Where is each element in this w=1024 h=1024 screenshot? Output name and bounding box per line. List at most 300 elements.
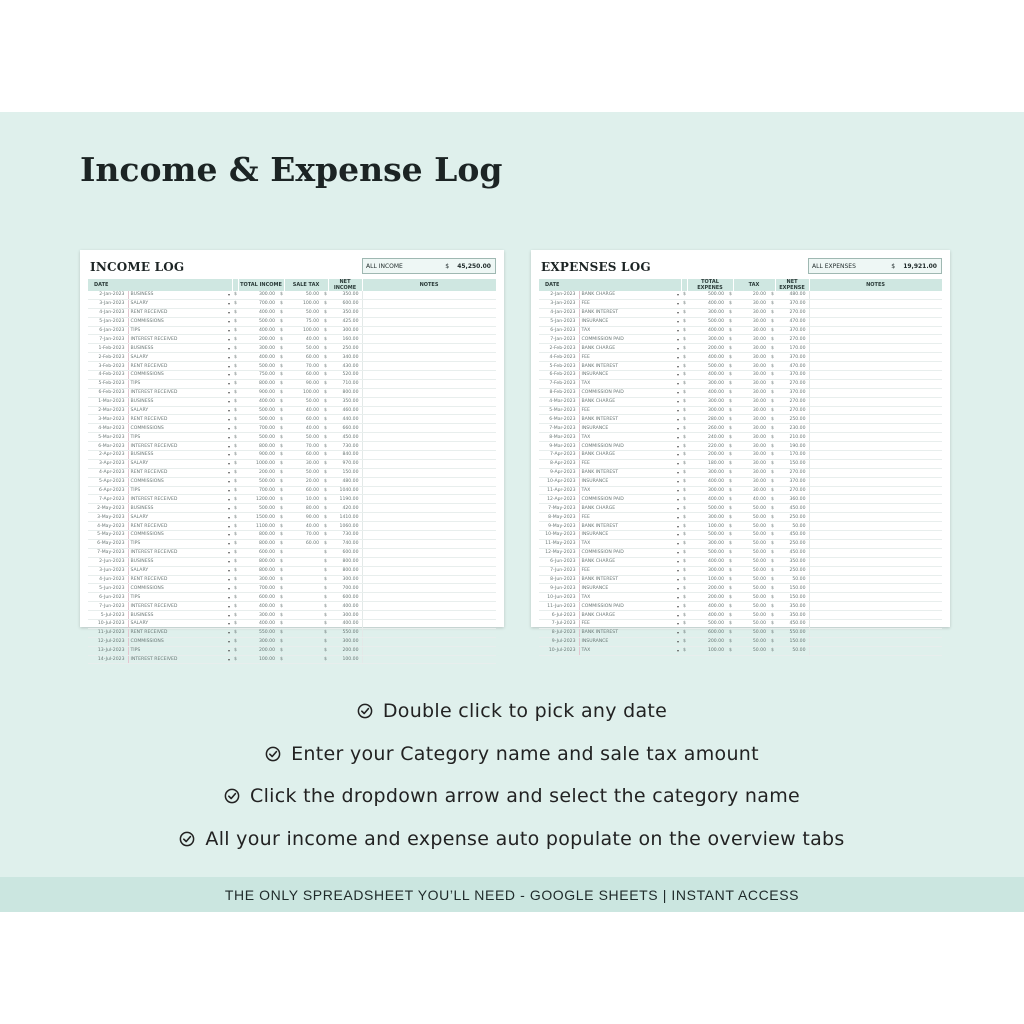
tax-cell[interactable]: 50.00 (284, 344, 322, 353)
tax-cell[interactable]: 40.00 (284, 335, 322, 344)
tax-cell[interactable]: 100.00 (284, 299, 322, 308)
notes-cell[interactable] (809, 406, 942, 415)
notes-cell[interactable] (362, 477, 496, 486)
date-cell[interactable]: 6-Jul-2023 (539, 611, 579, 620)
category-cell[interactable]: BANK INTEREST (579, 575, 675, 584)
tax-cell[interactable] (284, 646, 322, 655)
notes-cell[interactable] (809, 602, 942, 611)
date-cell[interactable]: 12-Apr-2023 (539, 495, 579, 504)
notes-cell[interactable] (362, 459, 496, 468)
notes-cell[interactable] (809, 379, 942, 388)
category-cell[interactable]: FEE (579, 406, 675, 415)
tax-cell[interactable]: 30.00 (733, 362, 769, 371)
category-cell[interactable]: RENT RECEIVED (128, 628, 226, 637)
date-cell[interactable]: 6-Jan-2023 (539, 326, 579, 335)
tax-cell[interactable]: 50.00 (733, 602, 769, 611)
date-cell[interactable]: 7-Jan-2023 (88, 335, 128, 344)
total-cell[interactable]: 500.00 (238, 362, 278, 371)
notes-cell[interactable] (809, 531, 942, 540)
notes-cell[interactable] (809, 486, 942, 495)
date-cell[interactable]: 2-Jun-2023 (88, 557, 128, 566)
tax-cell[interactable]: 30.00 (733, 477, 769, 486)
total-cell[interactable]: 500.00 (687, 362, 727, 371)
tax-cell[interactable] (284, 637, 322, 646)
dropdown-arrow-icon[interactable]: ▾ (677, 319, 680, 325)
date-cell[interactable]: 8-Mar-2023 (539, 433, 579, 442)
dropdown-arrow-icon[interactable]: ▾ (228, 434, 231, 440)
category-cell[interactable]: BANK CHARGE (579, 504, 675, 513)
tax-cell[interactable]: 30.00 (284, 459, 322, 468)
date-cell[interactable]: 2-May-2023 (88, 504, 128, 513)
category-cell[interactable]: SALARY (128, 566, 226, 575)
date-cell[interactable]: 2-Feb-2023 (539, 344, 579, 353)
notes-cell[interactable] (362, 531, 496, 540)
date-cell[interactable]: 7-Apr-2023 (539, 451, 579, 460)
date-cell[interactable]: 4-Feb-2023 (88, 371, 128, 380)
notes-cell[interactable] (362, 566, 496, 575)
tax-cell[interactable]: 75.00 (284, 317, 322, 326)
notes-cell[interactable] (362, 397, 496, 406)
notes-cell[interactable] (809, 362, 942, 371)
category-cell[interactable]: BANK CHARGE (579, 291, 675, 299)
tax-cell[interactable]: 80.00 (284, 504, 322, 513)
notes-cell[interactable] (809, 326, 942, 335)
notes-cell[interactable] (809, 415, 942, 424)
date-cell[interactable]: 7-Jul-2023 (539, 619, 579, 628)
dropdown-arrow-icon[interactable]: ▾ (677, 399, 680, 405)
category-cell[interactable]: COMMISSIONS (128, 424, 226, 433)
date-cell[interactable]: 5-Jan-2023 (88, 317, 128, 326)
date-cell[interactable]: 4-Jan-2023 (539, 308, 579, 317)
total-cell[interactable]: 800.00 (238, 531, 278, 540)
notes-cell[interactable] (809, 557, 942, 566)
category-cell[interactable]: TIPS (128, 379, 226, 388)
category-cell[interactable]: COMMISSIONS (128, 637, 226, 646)
date-cell[interactable]: 3-Feb-2023 (88, 362, 128, 371)
category-cell[interactable]: COMMISSION PAID (579, 388, 675, 397)
dropdown-arrow-icon[interactable]: ▾ (228, 292, 231, 298)
dropdown-arrow-icon[interactable]: ▾ (677, 514, 680, 520)
tax-cell[interactable]: 30.00 (733, 451, 769, 460)
tax-cell[interactable]: 50.00 (733, 637, 769, 646)
total-cell[interactable]: 400.00 (687, 602, 727, 611)
total-cell[interactable]: 500.00 (687, 619, 727, 628)
category-cell[interactable]: RENT RECEIVED (128, 468, 226, 477)
tax-cell[interactable]: 50.00 (733, 513, 769, 522)
category-cell[interactable]: BUSINESS (128, 611, 226, 620)
tax-cell[interactable]: 50.00 (284, 291, 322, 299)
dropdown-arrow-icon[interactable]: ▾ (677, 585, 680, 591)
total-cell[interactable]: 200.00 (687, 593, 727, 602)
dropdown-arrow-icon[interactable]: ▾ (228, 612, 231, 618)
notes-cell[interactable] (362, 353, 496, 362)
dropdown-arrow-icon[interactable]: ▾ (677, 301, 680, 307)
total-cell[interactable]: 200.00 (687, 451, 727, 460)
total-cell[interactable]: 300.00 (687, 335, 727, 344)
tax-cell[interactable]: 50.00 (733, 522, 769, 531)
notes-cell[interactable] (362, 433, 496, 442)
notes-cell[interactable] (362, 637, 496, 646)
dropdown-arrow-icon[interactable]: ▾ (228, 656, 231, 662)
total-cell[interactable]: 200.00 (238, 335, 278, 344)
total-cell[interactable]: 600.00 (238, 593, 278, 602)
total-cell[interactable]: 300.00 (687, 539, 727, 548)
tax-cell[interactable]: 50.00 (733, 557, 769, 566)
notes-cell[interactable] (809, 504, 942, 513)
tax-cell[interactable]: 30.00 (733, 406, 769, 415)
category-cell[interactable]: BANK CHARGE (579, 344, 675, 353)
notes-cell[interactable] (362, 371, 496, 380)
category-cell[interactable]: COMMISSIONS (128, 477, 226, 486)
date-cell[interactable]: 7-May-2023 (88, 548, 128, 557)
date-cell[interactable]: 5-Jan-2023 (539, 317, 579, 326)
category-cell[interactable]: TAX (579, 646, 675, 655)
total-cell[interactable]: 550.00 (238, 628, 278, 637)
total-cell[interactable]: 500.00 (238, 433, 278, 442)
notes-cell[interactable] (362, 388, 496, 397)
dropdown-arrow-icon[interactable]: ▾ (677, 336, 680, 342)
date-cell[interactable]: 5-Apr-2023 (88, 477, 128, 486)
tax-cell[interactable] (284, 575, 322, 584)
notes-cell[interactable] (362, 362, 496, 371)
tax-cell[interactable]: 100.00 (284, 388, 322, 397)
total-cell[interactable]: 400.00 (687, 353, 727, 362)
notes-cell[interactable] (362, 379, 496, 388)
date-cell[interactable]: 8-May-2023 (539, 513, 579, 522)
tax-cell[interactable]: 50.00 (733, 539, 769, 548)
tax-cell[interactable]: 30.00 (733, 424, 769, 433)
total-cell[interactable]: 500.00 (238, 415, 278, 424)
date-cell[interactable]: 2-Apr-2023 (88, 451, 128, 460)
total-cell[interactable]: 400.00 (238, 602, 278, 611)
dropdown-arrow-icon[interactable]: ▾ (228, 336, 231, 342)
category-cell[interactable]: COMMISSIONS (128, 531, 226, 540)
date-cell[interactable]: 4-Jan-2023 (88, 308, 128, 317)
tax-cell[interactable] (284, 557, 322, 566)
tax-cell[interactable]: 50.00 (284, 397, 322, 406)
date-cell[interactable]: 14-Jul-2023 (88, 655, 128, 664)
notes-cell[interactable] (362, 442, 496, 451)
date-cell[interactable]: 7-Mar-2023 (539, 424, 579, 433)
total-cell[interactable]: 200.00 (238, 468, 278, 477)
date-cell[interactable]: 7-May-2023 (539, 504, 579, 513)
notes-cell[interactable] (362, 326, 496, 335)
tax-cell[interactable]: 30.00 (733, 442, 769, 451)
tax-cell[interactable] (284, 628, 322, 637)
tax-cell[interactable]: 50.00 (733, 566, 769, 575)
tax-cell[interactable]: 90.00 (284, 513, 322, 522)
date-cell[interactable]: 9-Apr-2023 (539, 468, 579, 477)
tax-cell[interactable]: 70.00 (284, 531, 322, 540)
dropdown-arrow-icon[interactable]: ▾ (228, 532, 231, 538)
notes-cell[interactable] (809, 317, 942, 326)
notes-cell[interactable] (809, 584, 942, 593)
total-cell[interactable]: 300.00 (687, 468, 727, 477)
category-cell[interactable]: FEE (579, 353, 675, 362)
category-cell[interactable]: TIPS (128, 539, 226, 548)
dropdown-arrow-icon[interactable]: ▾ (677, 559, 680, 565)
category-cell[interactable]: BANK CHARGE (579, 611, 675, 620)
total-cell[interactable]: 300.00 (687, 308, 727, 317)
category-cell[interactable]: BANK CHARGE (579, 451, 675, 460)
tax-cell[interactable]: 30.00 (733, 326, 769, 335)
total-cell[interactable]: 400.00 (238, 326, 278, 335)
category-cell[interactable]: INSURANCE (579, 637, 675, 646)
tax-cell[interactable]: 30.00 (733, 486, 769, 495)
total-cell[interactable]: 180.00 (687, 459, 727, 468)
dropdown-arrow-icon[interactable]: ▾ (677, 310, 680, 316)
total-cell[interactable]: 300.00 (687, 486, 727, 495)
notes-cell[interactable] (362, 557, 496, 566)
total-cell[interactable]: 700.00 (238, 486, 278, 495)
total-cell[interactable]: 300.00 (687, 397, 727, 406)
date-cell[interactable]: 8-Apr-2023 (539, 459, 579, 468)
dropdown-arrow-icon[interactable]: ▾ (228, 408, 231, 414)
dropdown-arrow-icon[interactable]: ▾ (228, 452, 231, 458)
date-cell[interactable]: 11-Jun-2023 (539, 602, 579, 611)
date-cell[interactable]: 2-Jan-2023 (539, 291, 579, 299)
dropdown-arrow-icon[interactable]: ▾ (677, 594, 680, 600)
tax-cell[interactable]: 50.00 (733, 575, 769, 584)
date-cell[interactable]: 3-Jan-2023 (88, 299, 128, 308)
notes-cell[interactable] (362, 628, 496, 637)
tax-cell[interactable]: 50.00 (733, 593, 769, 602)
category-cell[interactable]: BUSINESS (128, 291, 226, 299)
total-cell[interactable]: 100.00 (687, 646, 727, 655)
date-cell[interactable]: 5-Feb-2023 (88, 379, 128, 388)
category-cell[interactable]: SALARY (128, 513, 226, 522)
dropdown-arrow-icon[interactable]: ▾ (677, 416, 680, 422)
notes-cell[interactable] (809, 646, 942, 655)
dropdown-arrow-icon[interactable]: ▾ (228, 425, 231, 431)
tax-cell[interactable]: 60.00 (284, 451, 322, 460)
notes-cell[interactable] (809, 522, 942, 531)
tax-cell[interactable]: 30.00 (733, 299, 769, 308)
date-cell[interactable]: 2-Mar-2023 (88, 406, 128, 415)
category-cell[interactable]: INSURANCE (579, 584, 675, 593)
tax-cell[interactable]: 40.00 (284, 406, 322, 415)
category-cell[interactable]: COMMISSION PAID (579, 335, 675, 344)
total-cell[interactable]: 100.00 (687, 575, 727, 584)
dropdown-arrow-icon[interactable]: ▾ (677, 532, 680, 538)
date-cell[interactable]: 2-Feb-2023 (88, 353, 128, 362)
date-cell[interactable]: 10-Jul-2023 (88, 619, 128, 628)
notes-cell[interactable] (362, 575, 496, 584)
category-cell[interactable]: BANK INTEREST (579, 468, 675, 477)
total-cell[interactable]: 400.00 (687, 299, 727, 308)
total-cell[interactable]: 500.00 (687, 548, 727, 557)
notes-cell[interactable] (809, 353, 942, 362)
date-cell[interactable]: 5-Feb-2023 (539, 362, 579, 371)
notes-cell[interactable] (362, 335, 496, 344)
category-cell[interactable]: COMMISSION PAID (579, 602, 675, 611)
dropdown-arrow-icon[interactable]: ▾ (228, 648, 231, 654)
notes-cell[interactable] (809, 611, 942, 620)
total-cell[interactable]: 700.00 (238, 584, 278, 593)
notes-cell[interactable] (809, 468, 942, 477)
dropdown-arrow-icon[interactable]: ▾ (228, 541, 231, 547)
notes-cell[interactable] (362, 415, 496, 424)
dropdown-arrow-icon[interactable]: ▾ (677, 576, 680, 582)
tax-cell[interactable]: 50.00 (733, 619, 769, 628)
category-cell[interactable]: INTEREST RECEIVED (128, 335, 226, 344)
total-cell[interactable]: 1100.00 (238, 522, 278, 531)
date-cell[interactable]: 6-Mar-2023 (88, 442, 128, 451)
date-cell[interactable]: 4-Mar-2023 (88, 424, 128, 433)
notes-cell[interactable] (809, 308, 942, 317)
total-cell[interactable]: 600.00 (687, 628, 727, 637)
notes-cell[interactable] (362, 504, 496, 513)
category-cell[interactable]: INTEREST RECEIVED (128, 548, 226, 557)
category-cell[interactable]: FEE (579, 513, 675, 522)
tax-cell[interactable]: 40.00 (284, 424, 322, 433)
category-cell[interactable]: FEE (579, 299, 675, 308)
date-cell[interactable]: 5-Mar-2023 (88, 433, 128, 442)
notes-cell[interactable] (362, 619, 496, 628)
dropdown-arrow-icon[interactable]: ▾ (228, 328, 231, 333)
date-cell[interactable]: 1-Mar-2023 (88, 397, 128, 406)
tax-cell[interactable]: 30.00 (733, 459, 769, 468)
date-cell[interactable]: 6-Jun-2023 (88, 593, 128, 602)
date-cell[interactable]: 7-Jun-2023 (539, 566, 579, 575)
tax-cell[interactable]: 50.00 (733, 611, 769, 620)
dropdown-arrow-icon[interactable]: ▾ (228, 585, 231, 591)
notes-cell[interactable] (809, 344, 942, 353)
total-cell[interactable]: 400.00 (687, 388, 727, 397)
notes-cell[interactable] (809, 628, 942, 637)
total-cell[interactable]: 800.00 (238, 442, 278, 451)
category-cell[interactable]: INTEREST RECEIVED (128, 495, 226, 504)
category-cell[interactable]: INTEREST RECEIVED (128, 602, 226, 611)
date-cell[interactable]: 13-Jul-2023 (88, 646, 128, 655)
date-cell[interactable]: 11-Jul-2023 (88, 628, 128, 637)
tax-cell[interactable]: 100.00 (284, 326, 322, 335)
dropdown-arrow-icon[interactable]: ▾ (677, 345, 680, 351)
dropdown-arrow-icon[interactable]: ▾ (677, 461, 680, 467)
tax-cell[interactable]: 50.00 (733, 548, 769, 557)
dropdown-arrow-icon[interactable]: ▾ (228, 568, 231, 574)
date-cell[interactable]: 10-Jun-2023 (539, 593, 579, 602)
dropdown-arrow-icon[interactable]: ▾ (677, 452, 680, 458)
tax-cell[interactable]: 30.00 (733, 353, 769, 362)
tax-cell[interactable]: 20.00 (733, 291, 769, 299)
notes-cell[interactable] (809, 433, 942, 442)
dropdown-arrow-icon[interactable]: ▾ (228, 310, 231, 316)
total-cell[interactable]: 400.00 (687, 557, 727, 566)
dropdown-arrow-icon[interactable]: ▾ (228, 550, 231, 556)
date-cell[interactable]: 3-Mar-2023 (88, 415, 128, 424)
total-cell[interactable]: 700.00 (238, 299, 278, 308)
date-cell[interactable]: 10-Jul-2023 (539, 646, 579, 655)
date-cell[interactable]: 10-May-2023 (539, 531, 579, 540)
notes-cell[interactable] (362, 308, 496, 317)
category-cell[interactable]: SALARY (128, 353, 226, 362)
category-cell[interactable]: INSURANCE (579, 424, 675, 433)
category-cell[interactable]: TIPS (128, 486, 226, 495)
dropdown-arrow-icon[interactable]: ▾ (228, 319, 231, 325)
total-cell[interactable]: 300.00 (238, 611, 278, 620)
total-cell[interactable]: 300.00 (238, 291, 278, 299)
category-cell[interactable]: TAX (579, 379, 675, 388)
date-cell[interactable]: 3-Apr-2023 (88, 459, 128, 468)
tax-cell[interactable]: 40.00 (284, 522, 322, 531)
notes-cell[interactable] (362, 468, 496, 477)
date-cell[interactable]: 5-Jul-2023 (88, 611, 128, 620)
date-cell[interactable]: 3-Jan-2023 (539, 299, 579, 308)
dropdown-arrow-icon[interactable]: ▾ (228, 399, 231, 405)
notes-cell[interactable] (809, 566, 942, 575)
total-cell[interactable]: 900.00 (238, 388, 278, 397)
tax-cell[interactable] (284, 619, 322, 628)
notes-cell[interactable] (809, 459, 942, 468)
date-cell[interactable]: 6-Mar-2023 (539, 415, 579, 424)
total-cell[interactable]: 400.00 (687, 326, 727, 335)
tax-cell[interactable]: 60.00 (284, 539, 322, 548)
date-cell[interactable]: 4-Apr-2023 (88, 468, 128, 477)
date-cell[interactable]: 9-Jun-2023 (539, 584, 579, 593)
category-cell[interactable]: TIPS (128, 433, 226, 442)
total-cell[interactable]: 500.00 (687, 504, 727, 513)
category-cell[interactable]: BANK INTEREST (579, 308, 675, 317)
dropdown-arrow-icon[interactable]: ▾ (677, 479, 680, 485)
notes-cell[interactable] (362, 406, 496, 415)
date-cell[interactable]: 9-Mar-2023 (539, 442, 579, 451)
date-cell[interactable]: 6-Jan-2023 (88, 326, 128, 335)
category-cell[interactable]: INSURANCE (579, 531, 675, 540)
tax-cell[interactable]: 20.00 (284, 477, 322, 486)
date-cell[interactable]: 4-Feb-2023 (539, 353, 579, 362)
notes-cell[interactable] (362, 291, 496, 299)
dropdown-arrow-icon[interactable]: ▾ (228, 345, 231, 351)
notes-cell[interactable] (362, 486, 496, 495)
total-cell[interactable]: 400.00 (687, 371, 727, 380)
total-cell[interactable]: 400.00 (687, 611, 727, 620)
category-cell[interactable]: INTEREST RECEIVED (128, 655, 226, 664)
notes-cell[interactable] (362, 584, 496, 593)
dropdown-arrow-icon[interactable]: ▾ (677, 648, 680, 654)
tax-cell[interactable] (284, 548, 322, 557)
category-cell[interactable]: TAX (579, 326, 675, 335)
tax-cell[interactable] (284, 584, 322, 593)
total-cell[interactable]: 400.00 (238, 397, 278, 406)
total-cell[interactable]: 300.00 (238, 344, 278, 353)
dropdown-arrow-icon[interactable]: ▾ (677, 621, 680, 627)
dropdown-arrow-icon[interactable]: ▾ (677, 505, 680, 511)
total-cell[interactable]: 200.00 (687, 584, 727, 593)
total-cell[interactable]: 1500.00 (238, 513, 278, 522)
dropdown-arrow-icon[interactable]: ▾ (228, 488, 231, 494)
category-cell[interactable]: BANK INTEREST (579, 362, 675, 371)
dropdown-arrow-icon[interactable]: ▾ (677, 470, 680, 476)
category-cell[interactable]: SALARY (128, 619, 226, 628)
total-cell[interactable]: 900.00 (238, 451, 278, 460)
dropdown-arrow-icon[interactable]: ▾ (228, 576, 231, 582)
total-cell[interactable]: 1000.00 (238, 459, 278, 468)
total-cell[interactable]: 750.00 (238, 371, 278, 380)
category-cell[interactable]: COMMISSION PAID (579, 442, 675, 451)
category-cell[interactable]: BUSINESS (128, 344, 226, 353)
notes-cell[interactable] (809, 495, 942, 504)
total-cell[interactable]: 500.00 (687, 317, 727, 326)
notes-cell[interactable] (362, 344, 496, 353)
category-cell[interactable]: TIPS (128, 326, 226, 335)
dropdown-arrow-icon[interactable]: ▾ (677, 292, 680, 298)
category-cell[interactable]: TAX (579, 539, 675, 548)
category-cell[interactable]: TAX (579, 593, 675, 602)
notes-cell[interactable] (362, 602, 496, 611)
total-cell[interactable]: 400.00 (687, 477, 727, 486)
total-cell[interactable]: 1200.00 (238, 495, 278, 504)
